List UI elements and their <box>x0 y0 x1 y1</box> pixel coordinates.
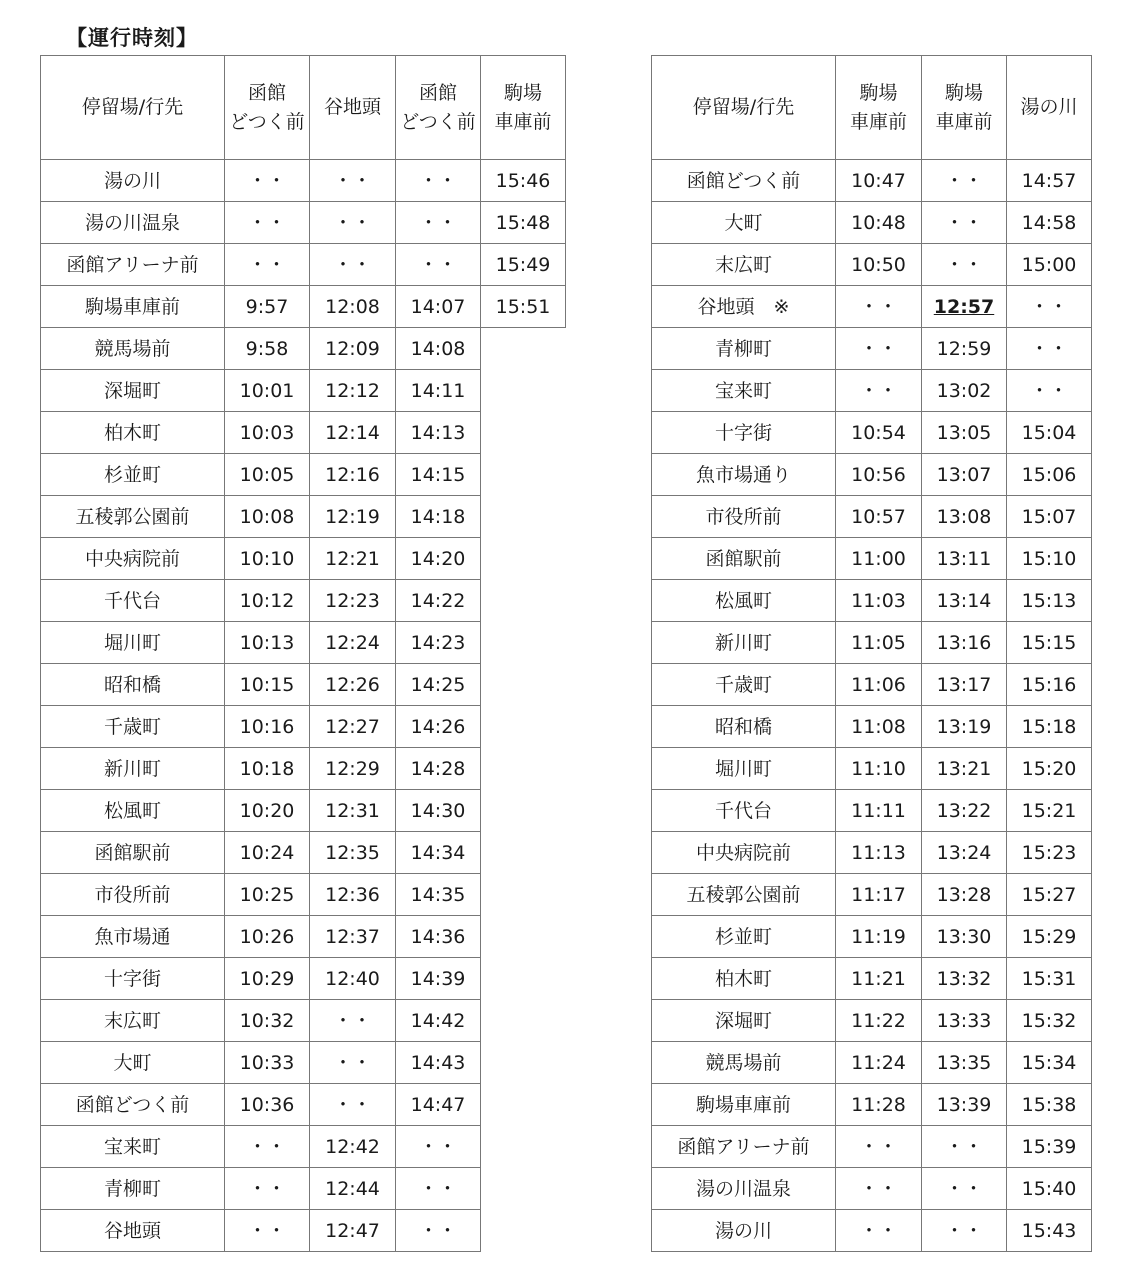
stop-name: 深堀町 <box>652 1000 836 1042</box>
time-cell: 11:06 <box>836 664 922 706</box>
time-cell: 10:48 <box>836 202 922 244</box>
time-cell: 10:29 <box>225 958 310 1000</box>
time-cell: 12:24 <box>310 622 396 664</box>
header-stop: 停留場/行先 <box>652 56 836 160</box>
column-gap <box>566 622 652 664</box>
column-gap <box>566 706 652 748</box>
time-cell: 12:08 <box>310 286 396 328</box>
time-cell: 10:16 <box>225 706 310 748</box>
time-cell: 13:19 <box>922 706 1007 748</box>
time-cell: 15:34 <box>1007 1042 1092 1084</box>
time-cell: 12:27 <box>310 706 396 748</box>
time-cell: 14:35 <box>396 874 481 916</box>
time-cell: 12:59 <box>922 328 1007 370</box>
time-cell: ・・ <box>836 286 922 328</box>
header-stop: 停留場/行先 <box>41 56 225 160</box>
table-row <box>652 1126 1092 1168</box>
stop-name: 千歳町 <box>41 706 225 748</box>
stop-name: 昭和橋 <box>652 706 836 748</box>
time-cell: ・・ <box>396 202 481 244</box>
time-cell: 12:57 <box>922 286 1007 328</box>
time-cell: 12:29 <box>310 748 396 790</box>
stop-name: 杉並町 <box>652 916 836 958</box>
stop-name: 千代台 <box>41 580 225 622</box>
time-cell: 14:36 <box>396 916 481 958</box>
table-row <box>652 622 1092 664</box>
time-cell: ・・ <box>396 244 481 286</box>
time-cell: 12:42 <box>310 1126 396 1168</box>
time-cell: ・・ <box>922 1168 1007 1210</box>
time-cell: 14:28 <box>396 748 481 790</box>
time-cell: 13:11 <box>922 538 1007 580</box>
column-gap <box>566 370 652 412</box>
time-cell: 15:21 <box>1007 790 1092 832</box>
column-gap <box>566 664 652 706</box>
column-gap <box>566 454 652 496</box>
time-cell: 15:29 <box>1007 916 1092 958</box>
time-cell: 15:04 <box>1007 412 1092 454</box>
time-cell: 11:21 <box>836 958 922 1000</box>
stop-name: 五稜郭公園前 <box>652 874 836 916</box>
table-row <box>652 664 1092 706</box>
time-cell: ・・ <box>1007 328 1092 370</box>
time-cell: 14:22 <box>396 580 481 622</box>
time-cell: 10:33 <box>225 1042 310 1084</box>
time-cell: ・・ <box>225 1126 310 1168</box>
time-cell: ・・ <box>922 202 1007 244</box>
table-row <box>652 706 1092 748</box>
time-cell: 15:40 <box>1007 1168 1092 1210</box>
stop-name: 昭和橋 <box>41 664 225 706</box>
time-cell: 14:15 <box>396 454 481 496</box>
table-row <box>652 286 1092 328</box>
time-cell: 14:07 <box>396 286 481 328</box>
table-row <box>652 1210 1092 1252</box>
time-cell: 10:25 <box>225 874 310 916</box>
column-gap <box>566 790 652 832</box>
time-cell: 14:34 <box>396 832 481 874</box>
stop-name: 杉並町 <box>41 454 225 496</box>
column-gap <box>566 748 652 790</box>
time-cell: 15:15 <box>1007 622 1092 664</box>
time-cell: 12:47 <box>310 1210 396 1252</box>
column-gap <box>566 328 652 370</box>
time-cell: 12:40 <box>310 958 396 1000</box>
time-cell: 13:33 <box>922 1000 1007 1042</box>
table-row <box>652 874 1092 916</box>
column-gap <box>566 1210 652 1252</box>
time-cell: 12:14 <box>310 412 396 454</box>
time-cell: 14:47 <box>396 1084 481 1126</box>
stop-name: 大町 <box>652 202 836 244</box>
table-row <box>652 328 1092 370</box>
time-cell: 12:21 <box>310 538 396 580</box>
time-cell: 11:19 <box>836 916 922 958</box>
stop-name: 湯の川温泉 <box>41 202 225 244</box>
time-cell: ・・ <box>225 1210 310 1252</box>
time-cell: 12:23 <box>310 580 396 622</box>
column-gap <box>566 202 652 244</box>
time-cell: 11:22 <box>836 1000 922 1042</box>
table-row <box>652 958 1092 1000</box>
time-cell: 10:24 <box>225 832 310 874</box>
time-cell: 10:05 <box>225 454 310 496</box>
stop-name: 青柳町 <box>652 328 836 370</box>
column-gap <box>566 496 652 538</box>
time-cell: 14:23 <box>396 622 481 664</box>
time-cell: ・・ <box>836 1168 922 1210</box>
time-cell: 10:50 <box>836 244 922 286</box>
stop-name: 新川町 <box>652 622 836 664</box>
stop-name: 谷地頭 ※ <box>652 286 836 328</box>
time-cell: ・・ <box>310 202 396 244</box>
time-cell: 15:38 <box>1007 1084 1092 1126</box>
time-cell: 15:32 <box>1007 1000 1092 1042</box>
time-cell: 10:56 <box>836 454 922 496</box>
time-cell: 15:20 <box>1007 748 1092 790</box>
table-row <box>41 328 652 370</box>
table-row <box>652 1084 1092 1126</box>
column-gap <box>566 1168 652 1210</box>
time-cell: ・・ <box>396 1168 481 1210</box>
header-row <box>652 56 1092 160</box>
time-cell: ・・ <box>922 1126 1007 1168</box>
page-title: 【運行時刻】 <box>66 26 198 50</box>
table-row <box>652 244 1092 286</box>
column-gap <box>566 244 652 286</box>
column-gap <box>566 874 652 916</box>
time-cell: 12:44 <box>310 1168 396 1210</box>
time-cell: 10:01 <box>225 370 310 412</box>
time-cell: 13:35 <box>922 1042 1007 1084</box>
time-cell: 14:18 <box>396 496 481 538</box>
time-cell: 15:16 <box>1007 664 1092 706</box>
header-destination: 駒場 車庫前 <box>836 56 922 160</box>
time-cell: 15:18 <box>1007 706 1092 748</box>
table-row <box>652 1042 1092 1084</box>
time-cell: 15:39 <box>1007 1126 1092 1168</box>
column-gap <box>566 56 652 160</box>
stop-name: 函館アリーナ前 <box>652 1126 836 1168</box>
time-cell: 13:21 <box>922 748 1007 790</box>
stop-name: 柏木町 <box>652 958 836 1000</box>
stop-name: 函館駅前 <box>41 832 225 874</box>
column-gap <box>566 832 652 874</box>
column-gap <box>566 286 652 328</box>
time-cell: 10:13 <box>225 622 310 664</box>
time-cell: 10:47 <box>836 160 922 202</box>
stop-name: 松風町 <box>652 580 836 622</box>
time-cell: 15:27 <box>1007 874 1092 916</box>
time-cell: ・・ <box>922 244 1007 286</box>
time-cell: 11:28 <box>836 1084 922 1126</box>
table-row <box>652 538 1092 580</box>
header-destination: 谷地頭 <box>310 56 396 160</box>
stop-name: 函館アリーナ前 <box>41 244 225 286</box>
stop-name: 湯の川 <box>652 1210 836 1252</box>
table-row <box>652 412 1092 454</box>
header-row <box>41 56 652 160</box>
table-row <box>652 160 1092 202</box>
stop-name: 宝来町 <box>652 370 836 412</box>
time-cell: 13:02 <box>922 370 1007 412</box>
time-cell: ・・ <box>310 1084 396 1126</box>
time-cell: 13:16 <box>922 622 1007 664</box>
stop-name: 競馬場前 <box>652 1042 836 1084</box>
stop-name: 函館駅前 <box>652 538 836 580</box>
stop-name: 魚市場通り <box>652 454 836 496</box>
time-cell: 10:32 <box>225 1000 310 1042</box>
time-cell: 11:24 <box>836 1042 922 1084</box>
column-gap <box>566 1126 652 1168</box>
stop-name: 函館どつく前 <box>41 1084 225 1126</box>
stop-name: 堀川町 <box>652 748 836 790</box>
time-cell: ・・ <box>396 1126 481 1168</box>
time-cell: 11:00 <box>836 538 922 580</box>
table-row <box>652 496 1092 538</box>
time-cell: 15:48 <box>481 202 566 244</box>
time-cell: ・・ <box>922 1210 1007 1252</box>
time-cell: 14:30 <box>396 790 481 832</box>
time-cell: ・・ <box>1007 286 1092 328</box>
stop-name: 駒場車庫前 <box>41 286 225 328</box>
stop-name: 千代台 <box>652 790 836 832</box>
stop-name: 柏木町 <box>41 412 225 454</box>
table-row <box>652 832 1092 874</box>
time-cell: ・・ <box>836 1210 922 1252</box>
timetable-outbound <box>40 55 652 1252</box>
column-gap <box>566 958 652 1000</box>
time-cell: 14:42 <box>396 1000 481 1042</box>
time-cell: 13:39 <box>922 1084 1007 1126</box>
time-cell: 12:35 <box>310 832 396 874</box>
table-row <box>652 454 1092 496</box>
time-cell: 14:25 <box>396 664 481 706</box>
stop-name: 湯の川温泉 <box>652 1168 836 1210</box>
time-cell: 10:26 <box>225 916 310 958</box>
time-cell: 10:54 <box>836 412 922 454</box>
column-gap <box>566 1000 652 1042</box>
stop-name: 函館どつく前 <box>652 160 836 202</box>
time-cell: ・・ <box>922 160 1007 202</box>
stop-name: 末広町 <box>652 244 836 286</box>
time-cell: 13:14 <box>922 580 1007 622</box>
time-cell: ・・ <box>225 244 310 286</box>
time-cell: ・・ <box>310 160 396 202</box>
time-cell: 13:28 <box>922 874 1007 916</box>
time-cell: 10:15 <box>225 664 310 706</box>
time-cell: 14:58 <box>1007 202 1092 244</box>
time-cell: 15:31 <box>1007 958 1092 1000</box>
stop-name: 市役所前 <box>41 874 225 916</box>
stop-name: 松風町 <box>41 790 225 832</box>
time-cell: 13:32 <box>922 958 1007 1000</box>
time-cell: 12:37 <box>310 916 396 958</box>
stop-name: 千歳町 <box>652 664 836 706</box>
stop-name: 十字街 <box>652 412 836 454</box>
time-cell: ・・ <box>310 1042 396 1084</box>
time-cell: 14:13 <box>396 412 481 454</box>
time-cell: 14:57 <box>1007 160 1092 202</box>
time-cell: 12:36 <box>310 874 396 916</box>
time-cell: 14:26 <box>396 706 481 748</box>
time-cell: 10:36 <box>225 1084 310 1126</box>
time-cell: 15:13 <box>1007 580 1092 622</box>
table-row <box>652 202 1092 244</box>
stop-name: 中央病院前 <box>41 538 225 580</box>
table-row <box>652 1168 1092 1210</box>
column-gap <box>566 160 652 202</box>
time-cell: ・・ <box>836 370 922 412</box>
column-gap <box>566 538 652 580</box>
table-row <box>41 244 652 286</box>
time-cell: 9:57 <box>225 286 310 328</box>
time-cell: 13:07 <box>922 454 1007 496</box>
time-cell: ・・ <box>396 160 481 202</box>
time-cell: 12:31 <box>310 790 396 832</box>
table-row <box>41 202 652 244</box>
table-row <box>652 748 1092 790</box>
time-cell: 10:18 <box>225 748 310 790</box>
time-cell: 10:03 <box>225 412 310 454</box>
stop-name: 谷地頭 <box>41 1210 225 1252</box>
time-cell: ・・ <box>310 244 396 286</box>
time-cell: 13:24 <box>922 832 1007 874</box>
time-cell: 13:22 <box>922 790 1007 832</box>
stop-name: 競馬場前 <box>41 328 225 370</box>
time-cell: 14:20 <box>396 538 481 580</box>
time-cell: 12:16 <box>310 454 396 496</box>
time-cell: 12:26 <box>310 664 396 706</box>
stop-name: 大町 <box>41 1042 225 1084</box>
header-destination: 駒場 車庫前 <box>481 56 566 160</box>
time-cell: 10:10 <box>225 538 310 580</box>
time-cell: 11:03 <box>836 580 922 622</box>
time-cell: 15:46 <box>481 160 566 202</box>
time-cell: ・・ <box>396 1210 481 1252</box>
time-cell: 12:09 <box>310 328 396 370</box>
time-cell: 11:13 <box>836 832 922 874</box>
table-row <box>652 370 1092 412</box>
time-cell: 15:07 <box>1007 496 1092 538</box>
time-cell: 13:08 <box>922 496 1007 538</box>
time-cell: 12:19 <box>310 496 396 538</box>
column-gap <box>566 580 652 622</box>
time-cell: 13:05 <box>922 412 1007 454</box>
time-cell: 15:23 <box>1007 832 1092 874</box>
time-cell: 11:08 <box>836 706 922 748</box>
stop-name: 新川町 <box>41 748 225 790</box>
column-gap <box>566 916 652 958</box>
time-cell: 15:00 <box>1007 244 1092 286</box>
table-row <box>652 916 1092 958</box>
time-cell: 14:08 <box>396 328 481 370</box>
stop-name: 堀川町 <box>41 622 225 664</box>
stop-name: 魚市場通 <box>41 916 225 958</box>
table-row <box>41 160 652 202</box>
stop-name: 市役所前 <box>652 496 836 538</box>
time-cell: 10:20 <box>225 790 310 832</box>
stop-name: 中央病院前 <box>652 832 836 874</box>
time-cell: 13:30 <box>922 916 1007 958</box>
time-cell: 13:17 <box>922 664 1007 706</box>
time-cell: 10:08 <box>225 496 310 538</box>
time-cell: 9:58 <box>225 328 310 370</box>
table-row <box>652 790 1092 832</box>
time-cell: ・・ <box>310 1000 396 1042</box>
stop-name: 十字街 <box>41 958 225 1000</box>
time-cell: ・・ <box>225 1168 310 1210</box>
time-cell: 15:51 <box>481 286 566 328</box>
header-destination: 湯の川 <box>1007 56 1092 160</box>
column-gap <box>566 1084 652 1126</box>
time-cell: ・・ <box>225 202 310 244</box>
stop-name: 末広町 <box>41 1000 225 1042</box>
stop-name: 湯の川 <box>41 160 225 202</box>
stop-name: 駒場車庫前 <box>652 1084 836 1126</box>
time-cell: ・・ <box>225 160 310 202</box>
table-row <box>41 286 652 328</box>
time-cell: 14:11 <box>396 370 481 412</box>
stop-name: 青柳町 <box>41 1168 225 1210</box>
empty-block <box>481 328 566 1252</box>
time-cell: 14:43 <box>396 1042 481 1084</box>
time-cell: 11:05 <box>836 622 922 664</box>
time-cell: 15:10 <box>1007 538 1092 580</box>
time-cell: ・・ <box>1007 370 1092 412</box>
header-destination: 駒場 車庫前 <box>922 56 1007 160</box>
timetable-inbound <box>651 55 1092 1252</box>
time-cell: ・・ <box>836 328 922 370</box>
time-cell: ・・ <box>836 1126 922 1168</box>
column-gap <box>566 412 652 454</box>
time-cell: 15:43 <box>1007 1210 1092 1252</box>
time-cell: 15:49 <box>481 244 566 286</box>
table-row <box>652 580 1092 622</box>
table-row <box>652 1000 1092 1042</box>
time-cell: 11:11 <box>836 790 922 832</box>
time-cell: 10:12 <box>225 580 310 622</box>
time-cell: 10:57 <box>836 496 922 538</box>
time-cell: 11:17 <box>836 874 922 916</box>
header-destination: 函館 どつく前 <box>225 56 310 160</box>
time-cell: 15:06 <box>1007 454 1092 496</box>
time-cell: 14:39 <box>396 958 481 1000</box>
time-cell: 12:12 <box>310 370 396 412</box>
header-destination: 函館 どつく前 <box>396 56 481 160</box>
stop-name: 深堀町 <box>41 370 225 412</box>
time-cell: 11:10 <box>836 748 922 790</box>
column-gap <box>566 1042 652 1084</box>
stop-name: 五稜郭公園前 <box>41 496 225 538</box>
stop-name: 宝来町 <box>41 1126 225 1168</box>
